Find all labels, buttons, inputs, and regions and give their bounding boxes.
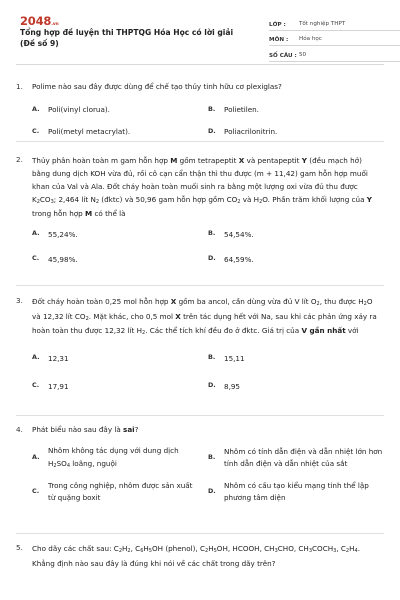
option-c[interactable]: [32, 254, 208, 265]
option-b[interactable]: [208, 229, 384, 240]
option-letter: D.: [208, 487, 216, 496]
question-text: Phát biểu nào sau đây là sai?: [32, 425, 139, 434]
option-letter: D.: [208, 126, 216, 135]
option-text: 17,91: [48, 381, 69, 391]
question-number: 2.: [16, 155, 23, 164]
document-title: Tổng hợp đề luyện thi THPTQG Hóa Học có lời giải (Đề số 9): [20, 28, 234, 48]
option-a[interactable]: [32, 353, 208, 364]
question-stem: [16, 81, 384, 92]
meta-key: LỚP :: [269, 21, 286, 28]
site-logo[interactable]: 2048.vn: [20, 14, 59, 28]
answer-options: [32, 104, 384, 137]
option-letter: B.: [208, 104, 216, 113]
answer-options: [32, 229, 384, 265]
option-d[interactable]: [208, 381, 384, 392]
option-text: 54,54%.: [224, 229, 254, 239]
option-d[interactable]: [208, 254, 384, 265]
document-header: [16, 0, 384, 65]
option-text: Poliacrilonitrin.: [224, 127, 278, 137]
meta-key: SỐ CÂU :: [269, 52, 297, 59]
option-letter: A.: [32, 453, 40, 462]
option-letter: D.: [208, 381, 216, 390]
option-letter: A.: [32, 353, 40, 362]
option-a[interactable]: [32, 445, 208, 471]
option-a[interactable]: [32, 104, 208, 115]
option-letter: A.: [32, 229, 40, 238]
option-text: Poli(metyl metacrylat).: [48, 127, 131, 137]
option-text: Polietilen.: [224, 105, 259, 115]
option-text: Nhôm có tính dẫn điện và dẫn nhiệt lớn hơn tính dẫn điện và dẫn nhiệt của sắt: [224, 446, 383, 469]
option-text: 12,31: [48, 353, 69, 363]
option-text: 15,11: [224, 353, 245, 363]
meta-value: Tốt nghiệp THPT: [299, 20, 346, 27]
option-d[interactable]: [208, 126, 384, 137]
option-text: 45,98%.: [48, 254, 78, 264]
option-b[interactable]: [208, 104, 384, 115]
option-letter: A.: [32, 104, 40, 113]
question-text: Polime nào sau đây được dùng để chế tạo thủy tinh hữu cơ plexiglas?: [32, 82, 282, 91]
option-d[interactable]: [208, 480, 384, 504]
meta-value: Hóa học: [299, 36, 322, 43]
question-stem: [16, 154, 384, 221]
option-letter: B.: [208, 453, 216, 462]
option-c[interactable]: [32, 381, 208, 392]
option-text: Nhôm không tác dụng với dung dịch $H_2SO_4$ loãng, nguội: [48, 446, 179, 470]
question-4: [16, 420, 384, 534]
question-number: 1.: [16, 82, 23, 91]
option-c[interactable]: [32, 480, 208, 504]
meta-row-question-count: [269, 46, 400, 62]
option-b[interactable]: [208, 445, 384, 471]
question-2: [16, 150, 384, 286]
document-meta: [269, 15, 400, 62]
option-c[interactable]: [32, 126, 208, 137]
option-letter: C.: [32, 381, 40, 390]
option-text: Poli(vinyl clorua).: [48, 105, 110, 115]
option-b[interactable]: [208, 353, 384, 364]
option-text: 55,24%.: [48, 229, 78, 239]
meta-key: MÔN :: [269, 37, 289, 44]
option-a[interactable]: [32, 229, 208, 240]
question-text: Thủy phân hoàn toàn m gam hỗn hợp M gồm tetrapeptit X và pentapeptit Y (đều mạch hở) bằng dung dịch KOH vừa đủ, rồi cô cạn cẩn thận thì thu được (m + 11,42) gam hỗn hợp muối khan của Val và Ala. Đốt cháy hoàn toàn muối sinh ra bằng một lượng oxi vừa đủ thu được $K_2CO_3$; 2,464 lít $N_2$ (đktc) và 50,96 gam hỗn hợp gồm $CO_2$ và $H_2O$. Phần trăm khối lượng của Y trong hỗn hợp M có thể là: [32, 156, 372, 219]
option-letter: B.: [208, 353, 216, 362]
question-stem: [16, 424, 384, 435]
option-letter: C.: [32, 126, 40, 135]
question-text: Đốt cháy hoàn toàn 0,25 mol hỗn hợp X gồm ba ancol, cần dùng vừa đủ V lít $O_2$, thu được $H_2O$ và 12,32 lít $CO_2$. Mặt khác, cho 0,5 mol X trên tác dụng hết với Na, sau khi các phản ứng xảy ra hoàn toàn thu được 12,32 lít $H_2$. Các thể tích khí đều đo ở đktc. Giá trị của V gần nhất với: [32, 297, 377, 336]
question-3: [16, 292, 384, 416]
question-number: 3.: [16, 296, 23, 305]
question-stem: [16, 542, 384, 571]
question-1: [16, 76, 384, 142]
question-number: 5.: [16, 543, 23, 552]
option-text: 8,95: [224, 381, 241, 391]
answer-options: [32, 353, 384, 392]
answer-options: [32, 445, 384, 504]
meta-row-subject: [269, 31, 400, 47]
question-text: Cho dãy các chất sau: $C_2H_2$, $C_6H_5OH$ (phenol), $C_2H_5OH$, HCOOH, $CH_3CHO$, $CH_3COCH_3$, $C_2H_4$. Khẳng định nào sau đây là đúng khi nói về các chất trong dãy trên?: [32, 544, 360, 568]
question-5: [16, 540, 384, 600]
question-stem: [16, 295, 384, 339]
option-text: Nhôm có cấu tạo kiểu mạng tinh thể lập phương tâm diện: [224, 481, 369, 503]
meta-row-class: [269, 15, 400, 31]
option-letter: B.: [208, 229, 216, 238]
option-text: 64,59%.: [224, 254, 254, 264]
option-letter: D.: [208, 254, 216, 263]
option-text: Trong công nghiệp, nhôm được sản xuất từ quặng boxit: [48, 481, 193, 503]
option-letter: C.: [32, 254, 40, 263]
question-number: 4.: [16, 425, 23, 434]
option-letter: C.: [32, 487, 40, 496]
meta-value: 50: [299, 51, 307, 58]
